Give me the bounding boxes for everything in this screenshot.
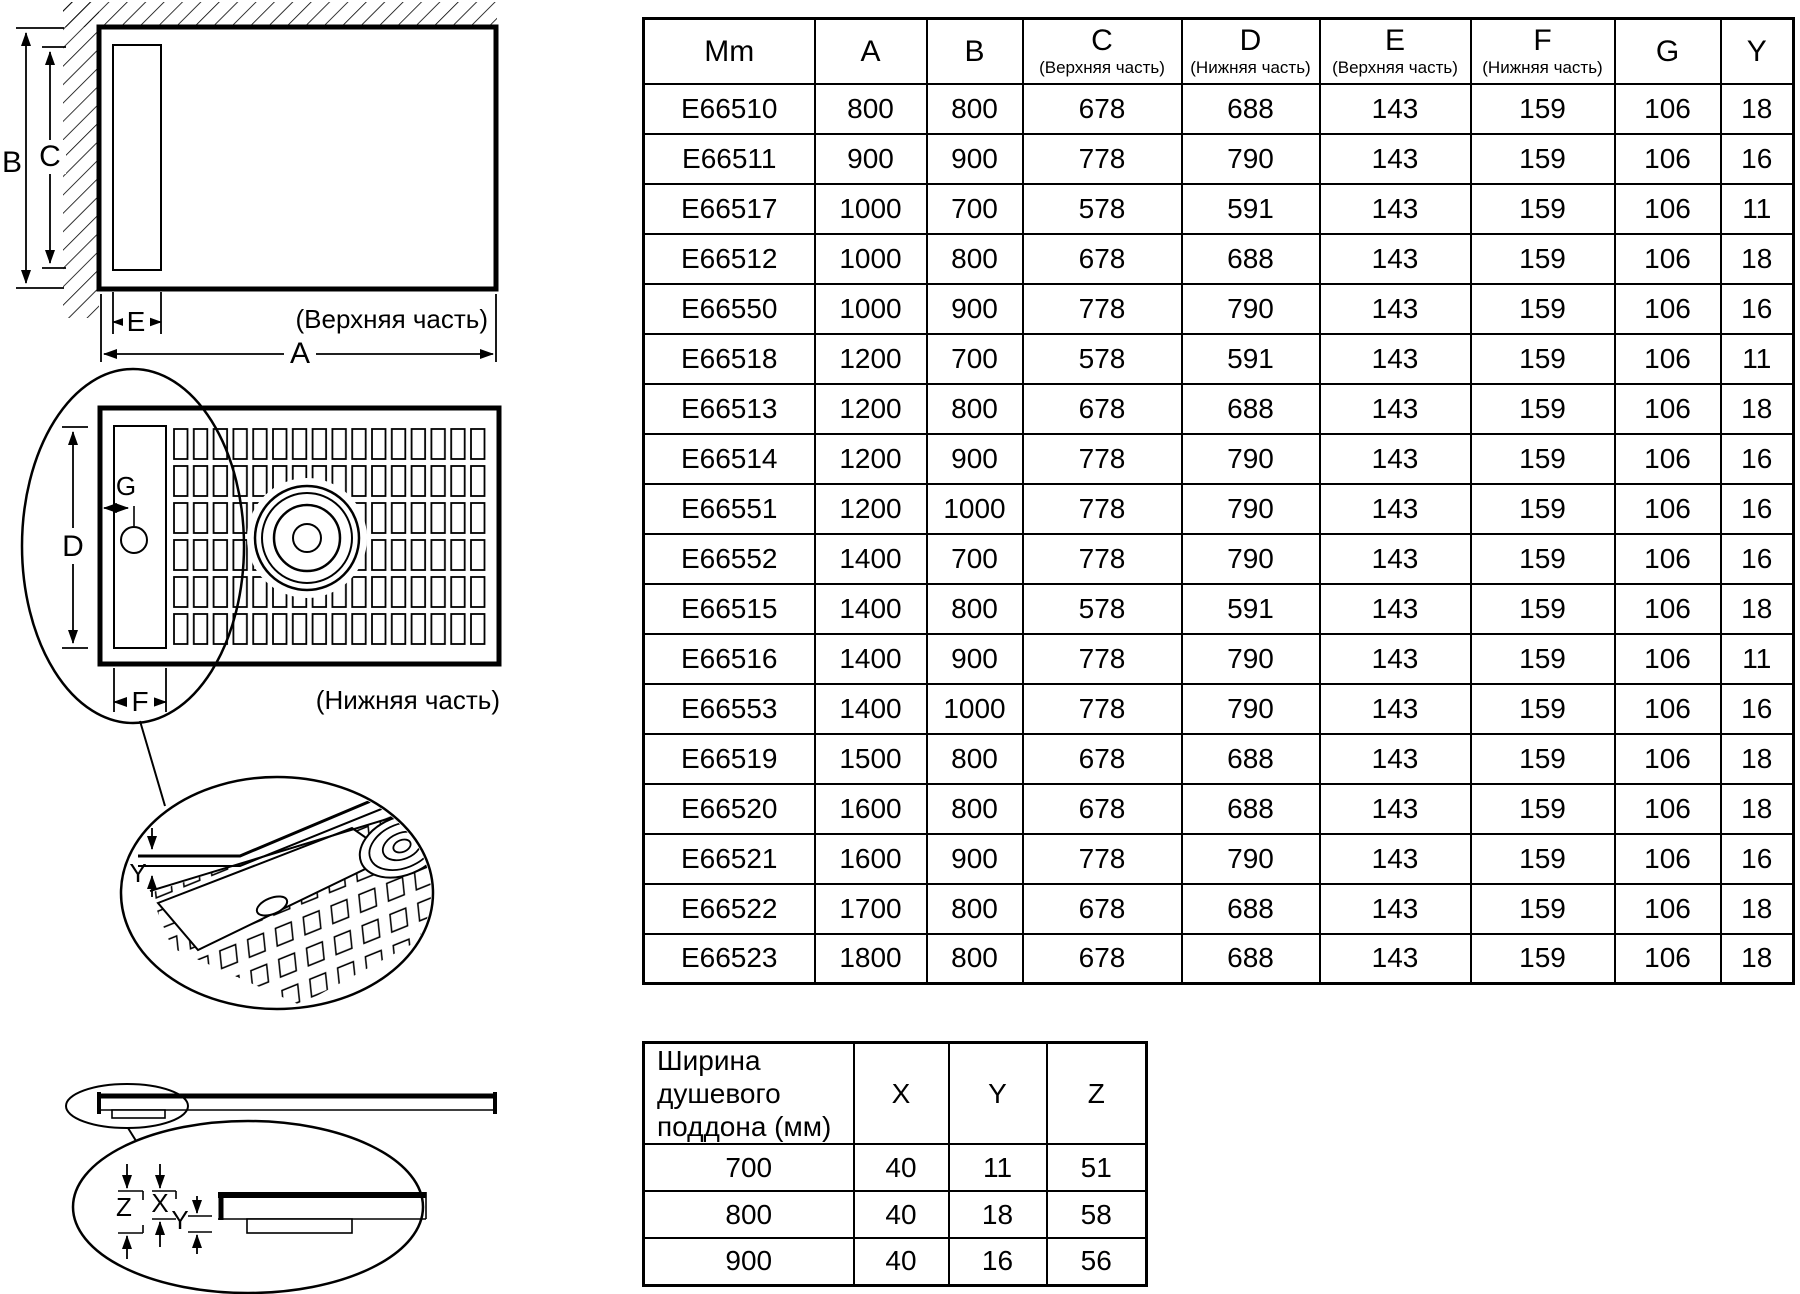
cell: 688 (1182, 734, 1320, 784)
cell: 790 (1182, 834, 1320, 884)
cell: 106 (1615, 284, 1721, 334)
cell: 143 (1320, 634, 1471, 684)
cell: 1400 (815, 634, 927, 684)
lower-part-top-view (22, 369, 500, 806)
column-header: B (927, 19, 1023, 84)
table-row (644, 734, 1794, 784)
cell: 900 (815, 134, 927, 184)
dim-label-f: F (131, 686, 149, 717)
cell: 678 (1023, 384, 1182, 434)
cell: E66519 (644, 734, 815, 784)
dim-label-a: A (289, 337, 311, 370)
cell: 900 (927, 134, 1023, 184)
cell: E66515 (644, 584, 815, 634)
cell: E66516 (644, 634, 815, 684)
cell: 1000 (815, 284, 927, 334)
drain-box-side (112, 1110, 165, 1118)
cell: 1700 (815, 884, 927, 934)
cell: 106 (1615, 84, 1721, 134)
cell: 159 (1471, 634, 1615, 684)
cell: 591 (1182, 334, 1320, 384)
cell: 778 (1023, 634, 1182, 684)
cell: 159 (1471, 534, 1615, 584)
cell: 1400 (815, 684, 927, 734)
cell: 678 (1023, 234, 1182, 284)
cell: 159 (1471, 184, 1615, 234)
cell: E66552 (644, 534, 815, 584)
cell: 51 (1047, 1144, 1147, 1191)
cell: 159 (1471, 384, 1615, 434)
dimensions-table (642, 17, 1795, 985)
cell: 1500 (815, 734, 927, 784)
cell: 159 (1471, 484, 1615, 534)
cell: 688 (1182, 884, 1320, 934)
table-row (644, 84, 1794, 134)
table-row (644, 434, 1794, 484)
cell: 800 (815, 84, 927, 134)
lower-part-caption: (Нижняя часть) (315, 685, 500, 715)
cell: 143 (1320, 84, 1471, 134)
cell: 688 (1182, 384, 1320, 434)
cell: 688 (1182, 784, 1320, 834)
dim-label-b: B (2, 146, 23, 179)
cell: 159 (1471, 734, 1615, 784)
cell: 159 (1471, 84, 1615, 134)
cell: 688 (1182, 934, 1320, 984)
cell: 106 (1615, 634, 1721, 684)
cell: 900 (927, 634, 1023, 684)
edge-dimensions-table (642, 1041, 1148, 1287)
cell: 578 (1023, 334, 1182, 384)
table-row (644, 884, 1794, 934)
cell: 18 (949, 1191, 1047, 1238)
cell: 1200 (815, 434, 927, 484)
cell: 900 (927, 284, 1023, 334)
cell: 16 (1721, 834, 1794, 884)
wall-hatching-left (63, 2, 99, 318)
cell: 800 (927, 934, 1023, 984)
cell: E66513 (644, 384, 815, 434)
cell: 143 (1320, 734, 1471, 784)
dim-label-g: G (115, 471, 137, 501)
cell: 678 (1023, 734, 1182, 784)
cell: 1000 (815, 234, 927, 284)
table-row (644, 334, 1794, 384)
cell: 1000 (927, 684, 1023, 734)
technical-drawings (0, 0, 540, 1294)
cell: 1600 (815, 834, 927, 884)
cell: 688 (1182, 234, 1320, 284)
cell: 578 (1023, 184, 1182, 234)
cell: 16 (1721, 434, 1794, 484)
cell: 18 (1721, 584, 1794, 634)
cell: 591 (1182, 584, 1320, 634)
cell: E66518 (644, 334, 815, 384)
cell: 56 (1047, 1238, 1147, 1285)
cell: 11 (949, 1144, 1047, 1191)
cell: 143 (1320, 384, 1471, 434)
cell: 159 (1471, 284, 1615, 334)
cell: 778 (1023, 134, 1182, 184)
dim-label-e: E (126, 306, 146, 337)
cell: 143 (1320, 184, 1471, 234)
cell: 700 (927, 334, 1023, 384)
drain-channel-outline (113, 45, 161, 270)
cell: 18 (1721, 84, 1794, 134)
column-header: Y (1721, 19, 1794, 84)
cell: 778 (1023, 284, 1182, 334)
drain-box-detail (247, 1219, 352, 1233)
cell: 159 (1471, 834, 1615, 884)
cell: 106 (1615, 884, 1721, 934)
cell: 778 (1023, 834, 1182, 884)
cell: 159 (1471, 934, 1615, 984)
cell: 16 (949, 1238, 1047, 1285)
cell: 678 (1023, 884, 1182, 934)
cell: 800 (927, 784, 1023, 834)
profile-magnifier (66, 1084, 188, 1128)
column-header: C (Верхняя часть) (1023, 19, 1182, 84)
table-row (644, 534, 1794, 584)
cell: 159 (1471, 234, 1615, 284)
upper-part-caption: (Верхняя часть) (295, 304, 488, 334)
cell: 159 (1471, 784, 1615, 834)
column-header: G (1615, 19, 1721, 84)
cell: 143 (1320, 784, 1471, 834)
cell: 790 (1182, 134, 1320, 184)
column-header: F (Нижняя часть) (1471, 19, 1615, 84)
cell: 106 (1615, 584, 1721, 634)
cell: 159 (1471, 684, 1615, 734)
cell: 800 (927, 234, 1023, 284)
cell: E66522 (644, 884, 815, 934)
column-header: Z (1047, 1043, 1147, 1145)
cell: 800 (927, 584, 1023, 634)
dim-label-y-profile: Y (171, 1205, 189, 1235)
cell: 40 (854, 1191, 949, 1238)
cell: 143 (1320, 134, 1471, 184)
cell: 778 (1023, 684, 1182, 734)
cell: 900 (927, 434, 1023, 484)
table-row (644, 1238, 1147, 1285)
cell: 800 (927, 384, 1023, 434)
cell: 106 (1615, 134, 1721, 184)
cell: 1200 (815, 334, 927, 384)
cell: 678 (1023, 934, 1182, 984)
cell: 1000 (927, 484, 1023, 534)
cell: 591 (1182, 184, 1320, 234)
side-profile-view (66, 1084, 497, 1293)
cell: 159 (1471, 334, 1615, 384)
cell: E66520 (644, 784, 815, 834)
cell: 1800 (815, 934, 927, 984)
cell: E66523 (644, 934, 815, 984)
fixing-hole (121, 527, 147, 553)
cell: 778 (1023, 434, 1182, 484)
lower-table-header-row (644, 1043, 1147, 1145)
cell: 688 (1182, 84, 1320, 134)
cell: E66512 (644, 234, 815, 284)
cell: 16 (1721, 484, 1794, 534)
cell: E66511 (644, 134, 815, 184)
column-header: D (Нижняя часть) (1182, 19, 1320, 84)
column-header: X (854, 1043, 949, 1145)
cell: 106 (1615, 234, 1721, 284)
cell: 106 (1615, 834, 1721, 884)
cell: E66551 (644, 484, 815, 534)
cell: E66517 (644, 184, 815, 234)
cell: 143 (1320, 934, 1471, 984)
upper-part-top-view (2, 2, 497, 372)
cell: 143 (1320, 434, 1471, 484)
cell: 159 (1471, 134, 1615, 184)
cell: 1200 (815, 384, 927, 434)
cell: 700 (927, 534, 1023, 584)
cell: E66521 (644, 834, 815, 884)
main-table-header-row (644, 19, 1794, 84)
cell: 790 (1182, 684, 1320, 734)
cell: 143 (1320, 284, 1471, 334)
lower-table-body (644, 1144, 1147, 1285)
table-row (644, 1144, 1147, 1191)
cell: 1000 (815, 184, 927, 234)
table-row (644, 784, 1794, 834)
cell: 143 (1320, 584, 1471, 634)
table-row (644, 584, 1794, 634)
table-row (644, 234, 1794, 284)
cell: 58 (1047, 1191, 1147, 1238)
cell: 106 (1615, 484, 1721, 534)
cell: 700 (927, 184, 1023, 234)
cell: 11 (1721, 334, 1794, 384)
table-row (644, 634, 1794, 684)
cell: 143 (1320, 884, 1471, 934)
cell: 40 (854, 1144, 949, 1191)
cell: 800 (927, 734, 1023, 784)
cell: E66553 (644, 684, 815, 734)
cell: 159 (1471, 884, 1615, 934)
cell: 106 (1615, 734, 1721, 784)
cell: 678 (1023, 84, 1182, 134)
cell: 790 (1182, 534, 1320, 584)
column-header: A (815, 19, 927, 84)
table-row (644, 284, 1794, 334)
cell: 143 (1320, 834, 1471, 884)
cell: 790 (1182, 484, 1320, 534)
cell: 790 (1182, 284, 1320, 334)
cell: 18 (1721, 934, 1794, 984)
column-header: Y (949, 1043, 1047, 1145)
cell: 18 (1721, 884, 1794, 934)
table-row (644, 834, 1794, 884)
cell: 106 (1615, 184, 1721, 234)
cell: 800 (927, 884, 1023, 934)
cell: 40 (854, 1238, 949, 1285)
cell: 159 (1471, 584, 1615, 634)
cell: 800 (927, 84, 1023, 134)
cell: 1600 (815, 784, 927, 834)
dim-label-c: C (39, 140, 61, 173)
table-row (644, 484, 1794, 534)
cell: 18 (1721, 734, 1794, 784)
cell: 578 (1023, 584, 1182, 634)
detail-connector-line (140, 721, 165, 806)
cell: 106 (1615, 934, 1721, 984)
dim-label-z: Z (116, 1192, 132, 1222)
dim-label-y-detail: Y (129, 858, 147, 888)
cell: 143 (1320, 534, 1471, 584)
column-header: E (Верхняя часть) (1320, 19, 1471, 84)
cell: 143 (1320, 334, 1471, 384)
table-row (644, 384, 1794, 434)
cell: 778 (1023, 534, 1182, 584)
cell: 106 (1615, 534, 1721, 584)
cell: E66550 (644, 284, 815, 334)
cell: 16 (1721, 134, 1794, 184)
cell: 778 (1023, 484, 1182, 534)
cell: 11 (1721, 184, 1794, 234)
cell: E66510 (644, 84, 815, 134)
cell: 16 (1721, 534, 1794, 584)
cell: 1200 (815, 484, 927, 534)
column-header: Ширина душевого поддона (мм) (644, 1043, 854, 1145)
column-header: Mm (644, 19, 815, 84)
main-table-body (644, 84, 1794, 984)
dim-label-d: D (62, 530, 84, 563)
cell: 1400 (815, 534, 927, 584)
cell: 1400 (815, 584, 927, 634)
cell: E66514 (644, 434, 815, 484)
cell: 678 (1023, 784, 1182, 834)
cell: 790 (1182, 634, 1320, 684)
dim-label-x: X (151, 1188, 169, 1218)
cell: 700 (644, 1144, 854, 1191)
cell: 106 (1615, 784, 1721, 834)
cell: 18 (1721, 234, 1794, 284)
cell: 143 (1320, 234, 1471, 284)
cell: 143 (1320, 484, 1471, 534)
cell: 106 (1615, 334, 1721, 384)
cell: 16 (1721, 684, 1794, 734)
cell: 16 (1721, 284, 1794, 334)
cell: 143 (1320, 684, 1471, 734)
table-row (644, 184, 1794, 234)
cell: 900 (927, 834, 1023, 884)
cell: 159 (1471, 434, 1615, 484)
cell: 900 (644, 1238, 854, 1285)
wall-hatching-top (63, 2, 497, 27)
cell: 800 (644, 1191, 854, 1238)
table-row (644, 684, 1794, 734)
cell: 106 (1615, 384, 1721, 434)
edge-detail-view (121, 776, 475, 1009)
cell: 18 (1721, 784, 1794, 834)
table-row (644, 934, 1794, 984)
cell: 11 (1721, 634, 1794, 684)
table-row (644, 134, 1794, 184)
cell: 106 (1615, 684, 1721, 734)
cell: 790 (1182, 434, 1320, 484)
cell: 106 (1615, 434, 1721, 484)
table-row (644, 1191, 1147, 1238)
cell: 18 (1721, 384, 1794, 434)
